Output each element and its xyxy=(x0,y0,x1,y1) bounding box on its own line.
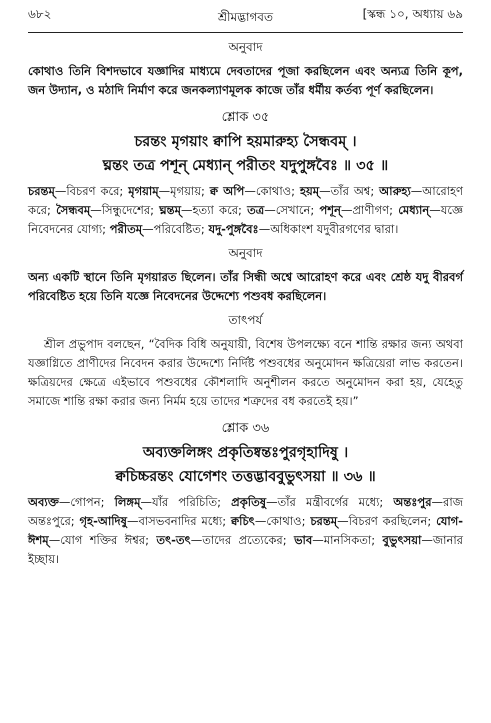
synonym-meaning: —বাসভবনাদির মধ্যে; xyxy=(126,514,231,528)
verse-36-line-1: অব্যক্তলিঙ্গং প্রকৃতিষ্বন্তঃপুরগৃহাদিষু । xyxy=(142,445,349,461)
header-rule xyxy=(28,32,463,33)
page-header xyxy=(28,6,463,32)
synonym-word: ক্বচিৎ xyxy=(230,514,255,528)
synonym-word: ঘ্নন্তম্ xyxy=(159,203,181,217)
synonym-meaning: —যাঁর পরিচিতি; xyxy=(140,495,232,509)
translation-text-prev: কোথাও তিনি বিশদভাবে যজ্ঞাদির মাধ্যমে দেবতাদের পূজা করছিলেন এবং অন্যত্র তিনি কূপ, জন উদ্যান, ও মঠাদি নির্মাণ করে জনকল্যাণমূলক কাজে তাঁর ধর্মীয় কর্তব্য পূর্ণ করছিলেন। xyxy=(28,64,463,97)
synonym-word: পশূন্ xyxy=(319,203,341,217)
verse-36-label: শ্লোক ৩৬ xyxy=(221,421,270,436)
synonym-meaning: —বিচরণ করে; xyxy=(54,184,129,198)
synonym-meaning: —যজ্ঞে নিবেদনের যোগ্য; xyxy=(28,203,463,236)
verse-35-label: শ্লোক ৩৫ xyxy=(221,110,270,125)
synonym-word: যদু-পুঙ্গবৈঃ xyxy=(208,222,259,236)
synonym-word: মেধ্যান্ xyxy=(398,203,430,217)
synonym-word: বুভুৎসয়া xyxy=(382,533,422,547)
synonym-meaning: —তাঁর অশ্ব; xyxy=(319,184,380,198)
synonym-meaning: —প্রাণীগণ; xyxy=(340,203,399,217)
synonym-word: প্রকৃতিষু xyxy=(231,495,267,509)
synonym-meaning: —আরোহণ করে; xyxy=(28,184,463,217)
synonym-word: সৈন্ধবম্ xyxy=(56,203,91,217)
synonym-meaning: —কোথাও; xyxy=(244,184,300,198)
synonym-meaning: —মৃগয়ায়; xyxy=(158,184,210,198)
translation-text-35: অন্য একটি স্থানে তিনি মৃগয়ারত ছিলেন। তাঁর সিন্ধী অশ্বে আরোহণ করে এবং শ্রেষ্ঠ যদু বীরবর্গ পরিবেষ্টিত হয়ে তিনি যজ্ঞে নিবেদনের উদ্দেশ্যে পশুবধ করছিলেন। xyxy=(28,270,463,303)
synonym-meaning: —জানার ইচ্ছায়। xyxy=(28,533,463,566)
verse-36-line-2: ক্বচিচ্চরন্তং যোগেশং তত্তদ্ভাববুভুৎসয়া ॥ ৩৬ ॥ xyxy=(115,469,376,485)
synonym-meaning: —সেখানে; xyxy=(264,203,320,217)
synonym-meaning: —তাঁর মন্ত্রীবর্গের মধ্যে; xyxy=(266,495,394,509)
synonym-meaning: —অধিকাংশ যদুবীরগণের দ্বারা। xyxy=(258,222,399,236)
synonym-word: অব্যক্ত xyxy=(28,495,59,509)
verse-35-line-2: ঘ্নন্তং তত্র পশূন্ মেধ্যান্ পরীতং যদুপুঙ্গবৈঃ ॥ ৩৫ ॥ xyxy=(102,158,389,174)
purport-text-35: শ্রীল প্রভুপাদ বলছেন, “বৈদিক বিধি অনুযায়ী, বিশেষ উপলক্ষ্যে বনে শান্তি রক্ষার জন্য অথবা যজ্ঞাগ্নিতে প্রাণীদের নিবেদন করার উদ্দেশ্যে নির্দিষ্ট পশুবধের অনুমোদন ক্ষত্রিয়েরা লাভ করতেন। ক্ষত্রিয়দের ক্ষেত্রে এইভাবে পশুবধের কৌশলাদি অনুশীলন করতে অনুমোদন করা হয়, যেহেতু সমাজে শান্তি রক্ষা করার জন্য নির্মম হয়ে তাদের শত্রুদের বধ করতেই হয়।” xyxy=(28,337,463,408)
synonym-word: চরন্তম্ xyxy=(28,184,55,198)
synonym-meaning: —তাদের প্রত্যেকের; xyxy=(190,533,294,547)
verse-36-synonyms xyxy=(28,493,463,569)
translation-heading-35: অনুবাদ xyxy=(228,246,263,260)
synonym-meaning: —যোগ শক্তির ঈশ্বর; xyxy=(48,533,157,547)
synonym-meaning: —সিন্ধুদেশের; xyxy=(90,203,160,217)
page-number: ৬৮২ xyxy=(28,7,52,21)
synonym-meaning: —পরিবেষ্টিত; xyxy=(142,222,209,236)
synonym-word: তৎ-তৎ xyxy=(156,533,191,547)
synonym-word: চরন্তম্ xyxy=(310,514,338,528)
synonym-word: লিঙ্গম্ xyxy=(114,495,141,509)
chapter-reference: [স্কন্ধ ১০, অধ্যায় ৬৯ xyxy=(362,7,463,21)
synonym-word: গৃহ-আদিষু xyxy=(79,514,127,528)
translation-heading-prev: অনুবাদ xyxy=(228,40,263,54)
synonym-word: পরীতম্ xyxy=(109,222,143,236)
synonym-word: মৃগয়াম্ xyxy=(128,184,159,198)
purport-heading-35: তাৎপর্য xyxy=(228,313,263,327)
verse-35-synonyms xyxy=(28,182,463,239)
synonym-word: অন্তঃপুর xyxy=(393,495,432,509)
synonym-meaning: —রাজ অন্তঃপুরে; xyxy=(28,495,463,528)
synonym-word: ক্ব অপি xyxy=(209,184,245,198)
book-title: শ্রীমদ্ভাগবত xyxy=(217,10,273,24)
synonym-meaning: —বিচরণ করছিলেন; xyxy=(337,514,437,528)
synonym-word: হয়ম্ xyxy=(299,184,320,198)
synonym-word: আরুহ্য xyxy=(379,184,411,198)
synonym-meaning: —হত্যা করে; xyxy=(181,203,248,217)
verse-35-line-1: চরন্তং মৃগয়াং ক্বাপি হয়মারুহ্য সৈন্ধবম্ । xyxy=(134,134,357,150)
synonym-meaning: —গোপন; xyxy=(58,495,115,509)
synonym-word: ভাব xyxy=(293,533,313,547)
synonym-meaning: —মানসিকতা; xyxy=(312,533,383,547)
synonym-meaning: —কোথাও; xyxy=(254,514,311,528)
synonym-word: যোগ-ঈশম্ xyxy=(28,514,463,547)
synonym-word: তত্র xyxy=(247,203,265,217)
